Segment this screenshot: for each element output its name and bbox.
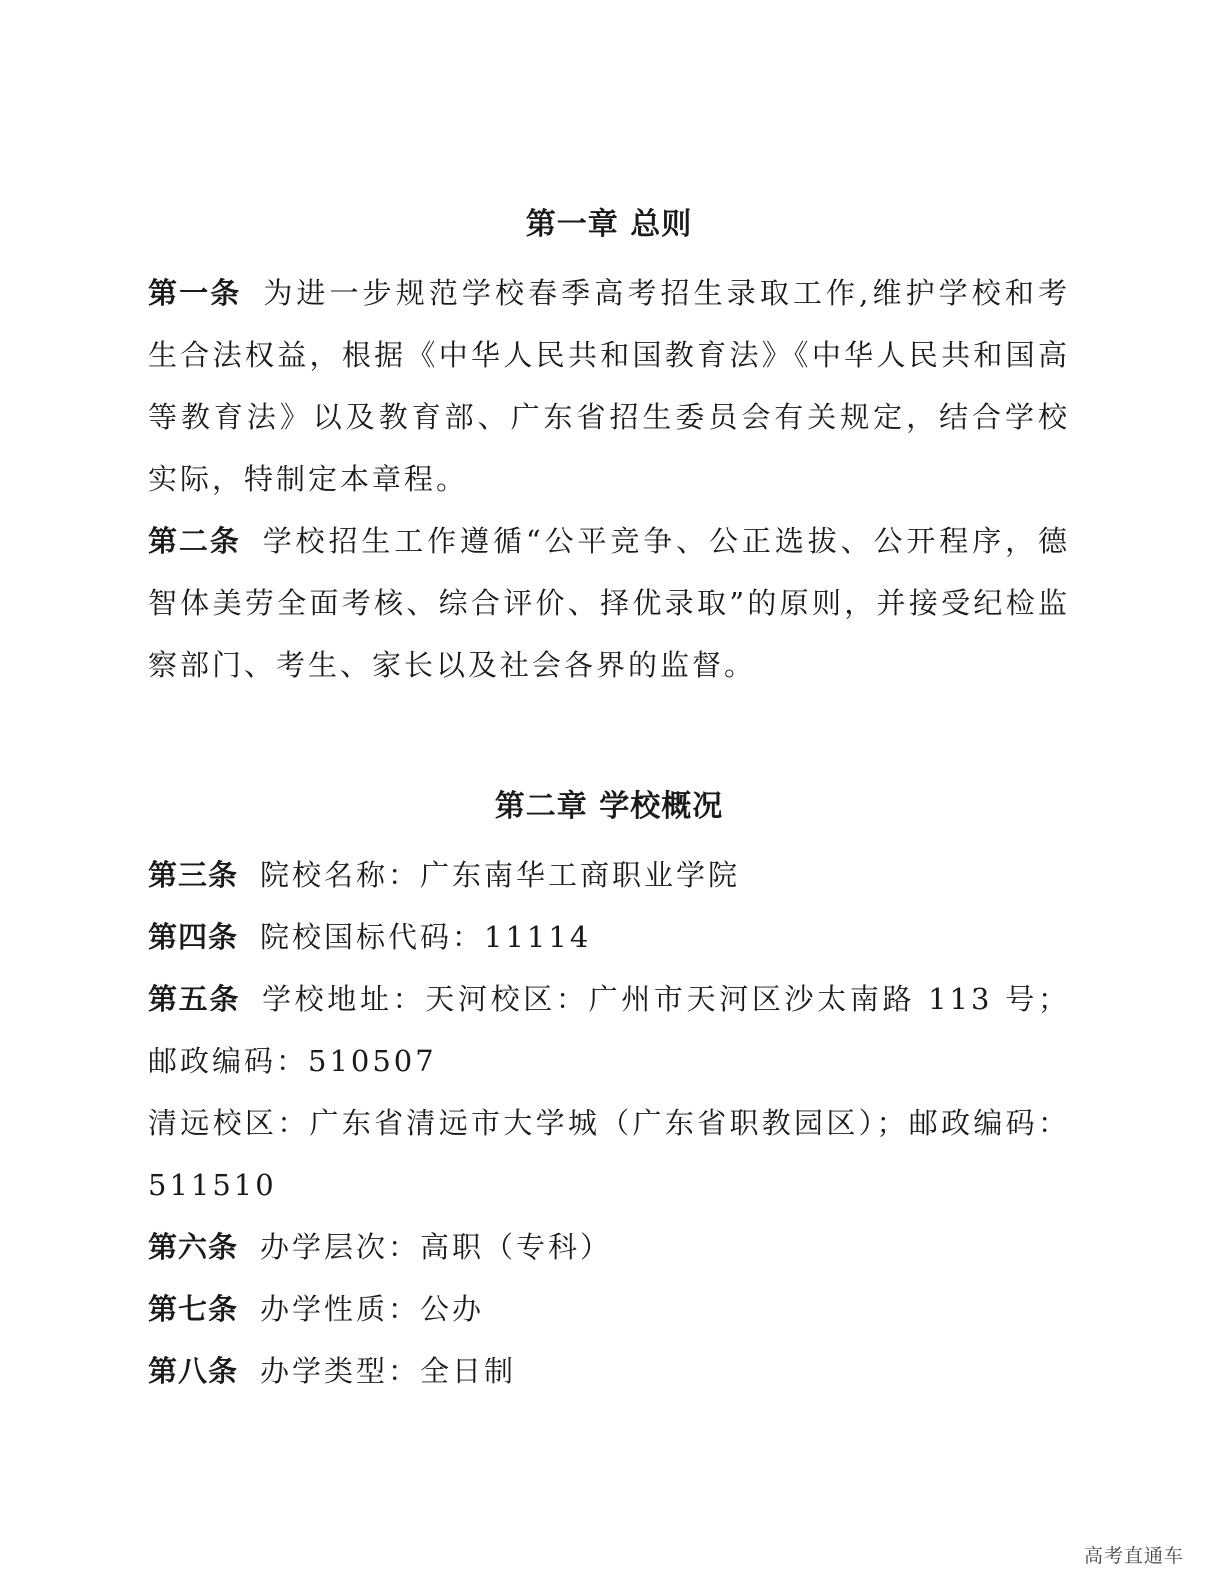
- article-4-text: 院校国标代码：11114: [260, 920, 592, 954]
- chapter-1-title: 第一章 总则: [525, 207, 693, 242]
- article-6-text: 办学层次：高职（专科）: [260, 1230, 613, 1264]
- article-5-text: 学校地址：天河校区：广州市天河区沙太南路 113 号；邮政编码：510507: [148, 982, 1070, 1078]
- article-4: [148, 906, 1070, 968]
- watermark-text: 高考直通车: [1083, 1545, 1184, 1567]
- article-8: [148, 1340, 1070, 1402]
- article-5-continued: [148, 1092, 1070, 1216]
- article-2: [148, 510, 1070, 696]
- article-1: [148, 262, 1070, 510]
- article-1-label: 第一条: [148, 276, 242, 310]
- chapter-2-title: 第二章 学校概况: [494, 789, 724, 824]
- article-2-label: 第二条: [148, 524, 241, 558]
- document-page: [148, 200, 1070, 1402]
- article-4-label: 第四条: [148, 920, 239, 954]
- article-7: [148, 1278, 1070, 1340]
- article-2-text: 学校招生工作遵循“公平竞争、公正选拔、公开程序，德智体美劳全面考核、综合评价、择优录取”的原则，并接受纪检监察部门、考生、家长以及社会各界的监督。: [148, 524, 1070, 682]
- article-7-label: 第七条: [148, 1292, 239, 1326]
- article-1-text: 为进一步规范学校春季高考招生录取工作,维护学校和考生合法权益，根据《中华人民共和国教育法》《中华人民共和国高等教育法》以及教育部、广东省招生委员会有关规定，结合学校实际，特制定本章程。: [148, 276, 1070, 496]
- article-8-label: 第八条: [148, 1354, 239, 1388]
- article-7-text: 办学性质：公办: [260, 1292, 485, 1326]
- article-8-text: 办学类型：全日制: [260, 1354, 517, 1388]
- article-6-label: 第六条: [148, 1230, 239, 1264]
- article-5-label: 第五条: [148, 982, 240, 1016]
- article-3: [148, 844, 1070, 906]
- article-5: [148, 968, 1070, 1092]
- article-3-label: 第三条: [148, 858, 239, 892]
- article-3-text: 院校名称：广东南华工商职业学院: [260, 858, 741, 892]
- article-6: [148, 1216, 1070, 1278]
- article-5-continued-text: 清远校区：广东省清远市大学城（广东省职教园区）；邮政编码：511510: [148, 1106, 1070, 1202]
